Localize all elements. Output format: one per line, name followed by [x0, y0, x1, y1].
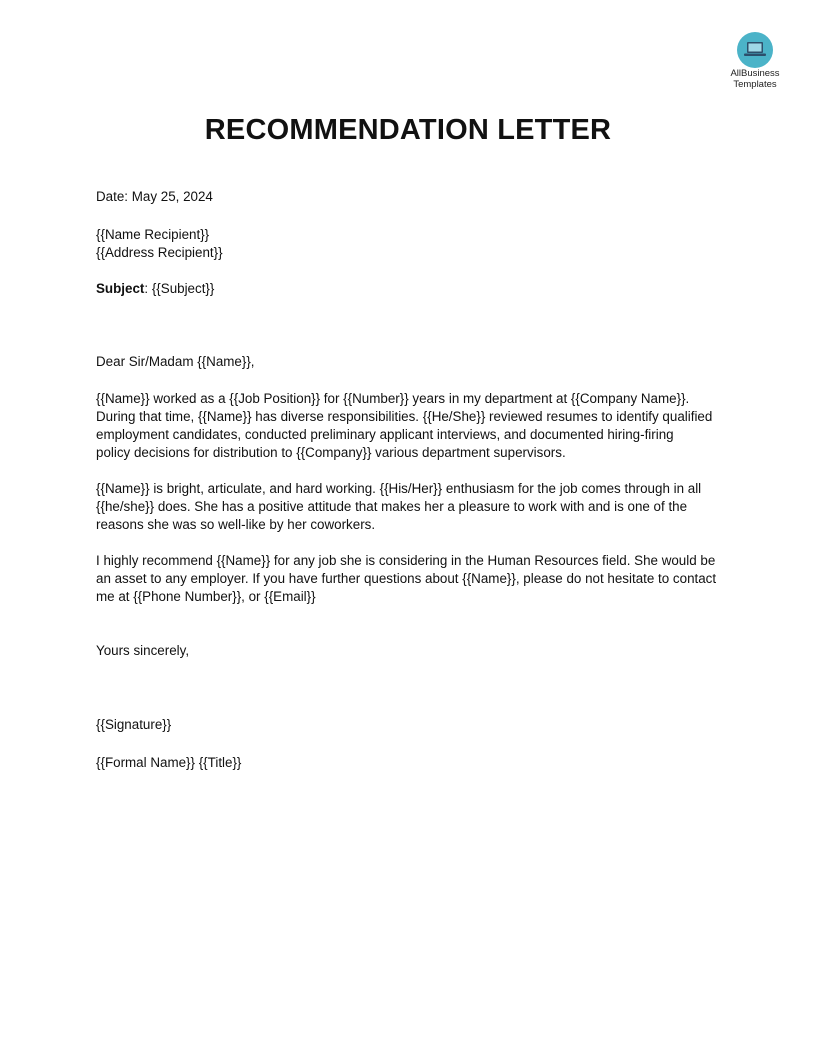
date-line: Date: May 25, 2024: [96, 189, 213, 204]
paragraph-line: employment candidates, conducted preliminary applicant interviews, and documented hiring-firing: [96, 427, 674, 442]
paragraph-line: me at {{Phone Number}}, or {{Email}}: [96, 589, 316, 604]
formal-name-title: {{Formal Name}} {{Title}}: [96, 755, 242, 770]
paragraph-line: policy decisions for distribution to {{Company}} various department supervisors.: [96, 445, 566, 460]
logo-text-line-1: AllBusiness: [730, 68, 780, 79]
logo-text-line-2: Templates: [733, 79, 777, 90]
paragraph-line: {{Name}} worked as a {{Job Position}} for {{Number}} years in my department at {{Company Name}}.: [96, 391, 690, 406]
paragraph-line: {{he/she}} does. She has a positive attitude that makes her a pleasure to work with and is one of the: [96, 499, 688, 514]
document-title: RECOMMENDATION LETTER: [204, 114, 612, 146]
paragraph-line: an asset to any employer. If you have further questions about {{Name}}, please do not hesitate to contact: [96, 571, 717, 586]
closing: Yours sincerely,: [96, 643, 190, 658]
paragraph-line: reasons she was so well-like by her coworkers.: [96, 517, 376, 532]
subject-label: Subject: [96, 281, 145, 296]
recipient-name: {{Name Recipient}}: [96, 227, 210, 242]
recipient-address: {{Address Recipient}}: [96, 245, 223, 260]
laptop-icon: [737, 32, 773, 68]
paragraph-line: I highly recommend {{Name}} for any job she is considering in the Human Resources field. She would be: [96, 553, 716, 568]
subject-value: : {{Subject}}: [144, 281, 215, 296]
salutation: Dear Sir/Madam {{Name}},: [96, 354, 255, 369]
subject-line: [96, 280, 726, 298]
signature-placeholder: {{Signature}}: [96, 717, 172, 732]
allbusiness-templates-logo: [722, 32, 788, 90]
paragraph-line: During that time, {{Name}} has diverse responsibilities. {{He/She}} reviewed resumes to identify qualified: [96, 409, 713, 424]
paragraph-line: {{Name}} is bright, articulate, and hard working. {{His/Her}} enthusiasm for the job comes through in all: [96, 481, 702, 496]
